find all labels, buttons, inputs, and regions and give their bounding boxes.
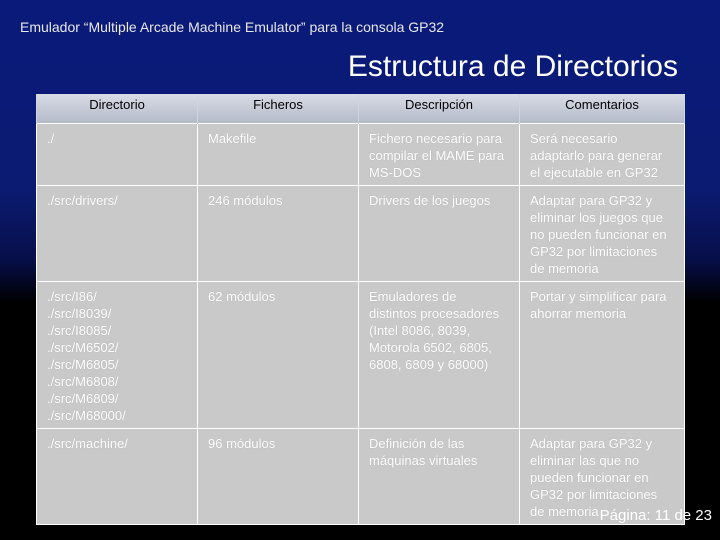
directory-path: ./src/M6809/ bbox=[47, 391, 119, 406]
description-line: Definición de las bbox=[369, 436, 465, 451]
comment-line: Adaptar para GP32 y bbox=[530, 193, 653, 208]
table-row bbox=[37, 282, 685, 429]
comment-line: Adaptar para GP32 y bbox=[530, 436, 653, 451]
directory-path: ./src/machine/ bbox=[47, 436, 128, 451]
comment-line: eliminar los juegos que bbox=[530, 210, 663, 225]
description-line: MS-DOS bbox=[369, 165, 421, 180]
comment-line: de memoria bbox=[530, 504, 599, 519]
description-line: compilar el MAME para bbox=[369, 148, 505, 163]
cell-directorio bbox=[37, 124, 198, 186]
description-line: Fichero necesario para bbox=[369, 131, 502, 146]
description-line: 6808, 6809 y 68000) bbox=[369, 357, 489, 372]
description-line: (Intel 8086, 8039, bbox=[369, 323, 471, 338]
comment-line: Portar y simplificar para bbox=[530, 289, 667, 304]
comment-line: de memoria bbox=[530, 261, 599, 276]
table-row bbox=[37, 186, 685, 282]
directory-path: ./src/M6808/ bbox=[47, 374, 119, 389]
comment-line: ahorrar memoria bbox=[530, 306, 627, 321]
cell-directorio bbox=[37, 282, 198, 429]
directory-path: ./ bbox=[47, 131, 55, 146]
directory-path: ./src/I8085/ bbox=[47, 323, 112, 338]
column-header-comentarios: Comentarios bbox=[520, 94, 685, 124]
description-line: máquinas virtuales bbox=[369, 453, 478, 468]
cell-directorio bbox=[37, 186, 198, 282]
comment-line: adaptarlo para generar bbox=[530, 148, 663, 163]
comment-line: GP32 por limitaciones bbox=[530, 487, 658, 502]
cell-directorio bbox=[37, 429, 198, 525]
directory-path: ./src/I8039/ bbox=[47, 306, 112, 321]
cell-comentarios bbox=[520, 186, 685, 282]
cell-ficheros: 62 módulos bbox=[198, 282, 359, 429]
cell-descripcion bbox=[359, 124, 520, 186]
table-row bbox=[37, 429, 685, 525]
directory-path: ./src/drivers/ bbox=[47, 193, 118, 208]
cell-comentarios bbox=[520, 124, 685, 186]
column-header-ficheros: Ficheros bbox=[198, 94, 359, 124]
description-line: Motorola 6502, 6805, bbox=[369, 340, 492, 355]
directory-path: ./src/M68000/ bbox=[47, 408, 126, 423]
directory-path: ./src/M6805/ bbox=[47, 357, 119, 372]
slide-subtitle: Emulador “Multiple Arcade Machine Emulator” para la consola GP32 bbox=[20, 19, 445, 35]
column-header-directorio: Directorio bbox=[37, 94, 198, 124]
comment-line: GP32 por limitaciones bbox=[530, 244, 658, 259]
comment-line: no pueden funcionar en bbox=[530, 227, 667, 242]
description-line: Drivers de los juegos bbox=[369, 193, 491, 208]
cell-ficheros: Makefile bbox=[198, 124, 359, 186]
table-header-row bbox=[37, 94, 685, 124]
directory-table bbox=[36, 94, 685, 525]
comment-line: el ejecutable en GP32 bbox=[530, 165, 658, 180]
slide-title: Estructura de Directorios bbox=[347, 50, 678, 83]
directory-path: ./src/I86/ bbox=[47, 289, 97, 304]
cell-ficheros: 246 módulos bbox=[198, 186, 359, 282]
description-line: distintos procesadores bbox=[369, 306, 500, 321]
cell-descripcion bbox=[359, 186, 520, 282]
cell-descripcion bbox=[359, 282, 520, 429]
comment-line: eliminar las que no bbox=[530, 453, 640, 468]
comment-line: pueden funcionar en bbox=[530, 470, 649, 485]
cell-ficheros: 96 módulos bbox=[198, 429, 359, 525]
page-number: Página: 11 de 23 bbox=[599, 507, 712, 524]
directory-table-container bbox=[36, 94, 684, 525]
comment-line: Será necesario bbox=[530, 131, 618, 146]
column-header-descripcion: Descripción bbox=[359, 94, 520, 124]
description-line: Emuladores de bbox=[369, 289, 457, 304]
cell-comentarios bbox=[520, 282, 685, 429]
table-row bbox=[37, 124, 685, 186]
cell-descripcion bbox=[359, 429, 520, 525]
directory-path: ./src/M6502/ bbox=[47, 340, 119, 355]
